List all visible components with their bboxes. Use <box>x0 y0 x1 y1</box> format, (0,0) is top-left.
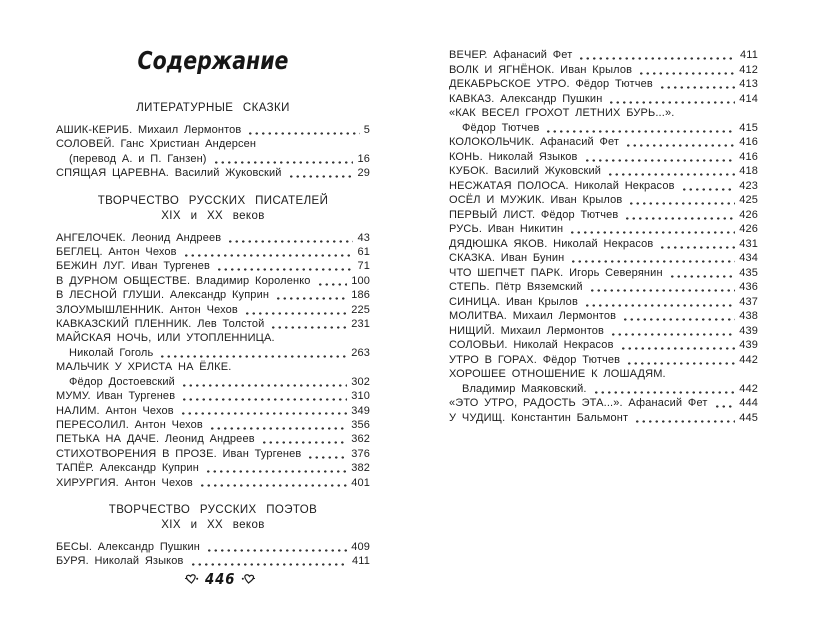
toc-entry <box>56 461 370 475</box>
section-entries <box>56 540 370 569</box>
entry-title: СОЛОВЕЙ. Ганс Христиан Андерсен <box>56 138 257 151</box>
dot-leader <box>275 297 347 300</box>
entry-page-number: 418 <box>739 165 758 177</box>
dot-leader <box>622 318 735 321</box>
toc-entry <box>449 106 758 121</box>
entry-page-number: 413 <box>739 78 758 90</box>
entry-page-number: 444 <box>739 397 758 409</box>
entry-title: СКАЗКА. Иван Бунин <box>449 252 565 264</box>
entry-page-number: 349 <box>351 404 370 417</box>
entry-title: КОНЬ. Николай Языков <box>449 150 578 163</box>
entry-title: МАЙСКАЯ НОЧЬ, ИЛИ УТОПЛЕННИЦА. <box>56 332 275 345</box>
toc-sections-left <box>56 101 370 569</box>
dot-leader <box>584 304 735 307</box>
entry-title: КУБОК. Василий Жуковский <box>449 165 602 177</box>
entry-title: Владимир Маяковский. <box>462 382 587 395</box>
entry-page-number: 382 <box>351 462 370 475</box>
dot-leader <box>261 441 347 444</box>
entry-title: СИНИЦА. Иван Крылов <box>449 295 578 308</box>
entry-page-number: 5 <box>363 124 370 136</box>
dot-leader <box>625 144 735 147</box>
entry-title: СТЕПЬ. Пётр Вяземский <box>449 281 583 293</box>
dot-leader <box>634 420 735 423</box>
toc-section <box>56 101 370 181</box>
entry-title: БУРЯ. Николай Языков <box>56 555 184 568</box>
dot-leader <box>244 312 347 315</box>
section-heading <box>56 101 370 116</box>
dot-leader <box>570 260 735 263</box>
entry-title: КАВКАЗ. Александр Пушкин <box>449 92 603 105</box>
entry-title: СТИХОТВОРЕНИЯ В ПРОЗЕ. Иван Тургенев <box>56 447 302 460</box>
dot-leader <box>607 173 735 176</box>
entry-title: (перевод А. и П. Ганзен) <box>69 152 207 165</box>
toc-entry <box>449 150 758 165</box>
dot-leader <box>190 563 348 566</box>
entry-page-number: 16 <box>357 152 370 165</box>
entry-page-number: 302 <box>351 375 370 388</box>
entry-title: ВОЛК И ЯГНЁНОК. Иван Крылов <box>449 63 633 76</box>
toc-entry <box>449 266 758 281</box>
dot-leader <box>659 86 735 89</box>
dot-leader <box>270 326 347 329</box>
toc-entry <box>449 164 758 179</box>
entry-page-number: 431 <box>739 237 758 250</box>
toc-entry <box>449 92 758 107</box>
entry-page-number: 437 <box>739 295 758 308</box>
entry-title: БЕЖИН ЛУГ. Иван Тургенев <box>56 260 211 273</box>
dot-leader <box>181 384 347 387</box>
entry-title: ОСЁЛ И МУЖИК. Иван Крылов <box>449 194 623 206</box>
entry-title: «ЭТО УТРО, РАДОСТЬ ЭТА...». Афанасий Фет <box>449 397 708 409</box>
entry-title: МОЛИТВА. Михаил Лермонтов <box>449 310 617 322</box>
entry-title: ХОРОШЕЕ ОТНОШЕНИЕ К ЛОШАДЯМ. <box>449 368 666 380</box>
entry-title: В ДУРНОМ ОБЩЕСТВЕ. Владимир Короленко <box>56 274 311 287</box>
dot-leader <box>227 240 353 243</box>
entry-title: КОЛОКОЛЬЧИК. Афанасий Фет <box>449 136 620 148</box>
entry-page-number: 434 <box>739 252 758 264</box>
entry-page-number: 376 <box>351 447 370 460</box>
dot-leader <box>624 217 735 220</box>
dot-leader <box>216 268 353 271</box>
dot-leader <box>288 175 354 178</box>
dot-leader <box>593 391 736 394</box>
entry-title: ЧТО ШЕПЧЕТ ПАРК. Игорь Северянин <box>449 266 663 279</box>
dot-leader <box>199 484 347 487</box>
entry-title: В ЛЕСНОЙ ГЛУШИ. Александр Куприн <box>56 289 270 302</box>
dot-leader <box>659 246 735 249</box>
toc-entry <box>56 540 370 554</box>
dot-leader <box>628 202 735 205</box>
toc-entry <box>449 382 758 397</box>
dot-leader <box>584 159 736 162</box>
toc-entry <box>449 135 758 150</box>
entry-page-number: 435 <box>739 266 758 279</box>
heart-bow-left-icon <box>184 572 199 585</box>
toc-entry <box>449 338 758 353</box>
page-title: Содержание <box>137 46 289 75</box>
toc-entry <box>56 123 370 137</box>
toc-entry <box>56 166 370 180</box>
entry-page-number: 356 <box>351 418 370 431</box>
entry-title: АНГЕЛОЧЕК. Леонид Андреев <box>56 231 222 244</box>
entry-title: НАЛИМ. Антон Чехов <box>56 404 174 417</box>
entry-page-number: 231 <box>351 318 370 331</box>
dot-leader <box>578 57 736 60</box>
toc-entry <box>56 375 370 389</box>
toc-entry <box>56 231 370 245</box>
entry-title: ХИРУРГИЯ. Антон Чехов <box>56 476 193 489</box>
entry-title: «КАК ВЕСЕЛ ГРОХОТ ЛЕТНИХ БУРЬ...». <box>449 107 675 119</box>
toc-entry <box>449 121 758 136</box>
toc-entry <box>449 353 758 368</box>
dot-leader <box>209 427 347 430</box>
entry-title: НИЩИЙ. Михаил Лермонтов <box>449 324 605 337</box>
entry-title: КАВКАЗСКИЙ ПЛЕННИК. Лев Толстой <box>56 318 265 331</box>
toc-entry <box>56 259 370 273</box>
dot-leader <box>181 398 347 401</box>
entry-title: РУСЬ. Иван Никитин <box>449 223 564 235</box>
section-heading-line: ТВОРЧЕСТВО РУССКИХ ПОЭТОВ <box>108 503 318 516</box>
dot-leader <box>681 188 736 191</box>
entry-page-number: 426 <box>739 223 758 235</box>
toc-entry <box>449 367 758 382</box>
entry-title: ПЕТЬКА НА ДАЧЕ. Леонид Андреев <box>56 433 255 446</box>
entry-page-number: 416 <box>739 150 758 163</box>
entry-page-number: 29 <box>357 167 370 180</box>
toc-entry <box>449 309 758 324</box>
dot-leader <box>180 412 347 415</box>
toc-entry <box>449 63 758 78</box>
toc-entry <box>56 331 370 345</box>
toc-entry <box>449 411 758 426</box>
section-heading-line: XIX и XX веков <box>161 518 265 531</box>
toc-entry <box>449 396 758 411</box>
toc-entry <box>449 280 758 295</box>
entry-page-number: 362 <box>351 433 370 446</box>
section-heading-line: ЛИТЕРАТУРНЫЕ СКАЗКИ <box>136 102 290 114</box>
dot-leader <box>206 549 347 552</box>
entry-title: Фёдор Тютчев <box>462 121 540 134</box>
entry-title: ТАПЁР. Александр Куприн <box>56 462 199 475</box>
entry-title: У ЧУДИЩ. Константин Бальмонт <box>449 411 629 424</box>
entry-page-number: 445 <box>739 411 758 424</box>
entry-page-number: 43 <box>357 231 370 244</box>
section-heading <box>56 194 370 224</box>
entry-title: БЕГЛЕЦ. Антон Чехов <box>56 246 177 259</box>
heart-bow-right-icon <box>241 572 256 585</box>
dot-leader <box>638 72 735 75</box>
dot-leader <box>247 132 359 135</box>
toc-entry <box>449 237 758 252</box>
toc-entry <box>56 303 370 317</box>
toc-section <box>56 503 370 569</box>
toc-entries-right <box>449 48 758 425</box>
entry-page-number: 442 <box>739 382 758 395</box>
toc-entry <box>449 251 758 266</box>
toc-entry <box>56 554 370 568</box>
footer-page-number: 446 <box>204 569 236 588</box>
entry-page-number: 411 <box>352 555 370 568</box>
section-heading-line: ТВОРЧЕСТВО РУССКИХ ПИСАТЕЛЕЙ <box>97 194 329 207</box>
entry-title: СОЛОВЬИ. Николай Некрасов <box>449 339 614 351</box>
entry-page-number: 416 <box>739 136 758 148</box>
entry-title: УТРО В ГОРАХ. Фёдор Тютчев <box>449 353 621 366</box>
toc-entry <box>56 404 370 418</box>
section-heading <box>56 503 370 533</box>
left-column <box>56 0 370 588</box>
toc-entry <box>56 360 370 374</box>
toc-entry <box>56 476 370 490</box>
entry-page-number: 225 <box>351 303 370 316</box>
toc-entry <box>56 274 370 288</box>
dot-leader <box>620 347 736 350</box>
entry-title: МАЛЬЧИК У ХРИСТА НА ЁЛКЕ. <box>56 361 232 374</box>
entry-page-number: 411 <box>740 49 758 61</box>
toc-entry <box>56 152 370 166</box>
toc-entry <box>449 77 758 92</box>
toc-entry <box>56 447 370 461</box>
entry-title: НЕСЖАТАЯ ПОЛОСА. Николай Некрасов <box>449 179 675 192</box>
section-heading-line: XIX и XX веков <box>161 209 265 222</box>
section-entries <box>56 123 370 181</box>
dot-leader <box>608 101 735 104</box>
entry-title: МУМУ. Иван Тургенев <box>56 390 176 403</box>
entry-page-number: 414 <box>739 92 758 105</box>
dot-leader <box>307 456 347 459</box>
dot-leader <box>569 231 735 234</box>
toc-entry <box>56 389 370 403</box>
toc-entry <box>56 317 370 331</box>
entry-page-number: 436 <box>739 281 758 293</box>
toc-entry <box>449 208 758 223</box>
right-column <box>449 48 758 425</box>
entry-page-number: 401 <box>351 476 370 489</box>
entry-title: Николай Гоголь <box>69 346 154 359</box>
entry-page-number: 425 <box>739 194 758 206</box>
entry-page-number: 310 <box>351 390 370 403</box>
entry-page-number: 100 <box>351 274 370 287</box>
toc-entry <box>449 48 758 63</box>
entry-title: ВЕЧЕР. Афанасий Фет <box>449 49 573 61</box>
dot-leader <box>669 275 736 278</box>
entry-title: Фёдор Достоевский <box>69 375 175 388</box>
dot-leader <box>545 130 735 133</box>
entry-page-number: 439 <box>739 324 758 337</box>
dot-leader <box>626 362 735 365</box>
entry-title: АШИК-КЕРИБ. Михаил Лермонтов <box>56 124 242 136</box>
toc-entry <box>56 137 370 151</box>
entry-title: ЗЛОУМЫШЛЕННИК. Антон Чехов <box>56 303 238 316</box>
toc-entry <box>56 346 370 360</box>
dot-leader <box>714 405 736 408</box>
entry-page-number: 439 <box>739 339 758 351</box>
toc-entry <box>449 324 758 339</box>
entry-page-number: 438 <box>739 310 758 322</box>
entry-page-number: 442 <box>739 353 758 366</box>
toc-section <box>56 194 370 490</box>
entry-page-number: 423 <box>739 179 758 192</box>
toc-entry <box>449 222 758 237</box>
entry-page-number: 263 <box>351 346 370 359</box>
dot-leader <box>589 289 736 292</box>
dot-leader <box>205 470 347 473</box>
entry-title: БЕСЫ. Александр Пушкин <box>56 540 201 553</box>
toc-entry <box>449 179 758 194</box>
dot-leader <box>610 333 735 336</box>
dot-leader <box>159 355 347 358</box>
toc-entry <box>449 193 758 208</box>
entry-page-number: 412 <box>739 63 758 76</box>
entry-page-number: 415 <box>739 121 758 134</box>
entry-page-number: 71 <box>357 260 370 273</box>
toc-entry <box>449 295 758 310</box>
dot-leader <box>317 283 348 286</box>
entry-title: ПЕРЕСОЛИЛ. Антон Чехов <box>56 418 203 431</box>
entry-page-number: 409 <box>351 540 370 553</box>
toc-entry <box>56 418 370 432</box>
toc-entry <box>56 432 370 446</box>
section-entries <box>56 231 370 490</box>
entry-page-number: 61 <box>357 246 370 259</box>
dot-leader <box>183 254 354 257</box>
entry-page-number: 426 <box>739 208 758 221</box>
dot-leader <box>213 161 354 164</box>
entry-title: ДЕКАБРЬСКОЕ УТРО. Фёдор Тютчев <box>449 78 653 90</box>
page-footer <box>56 570 370 588</box>
entry-title: ДЯДЮШКА ЯКОВ. Николай Некрасов <box>449 237 654 250</box>
entry-page-number: 186 <box>351 289 370 302</box>
entry-title: ПЕРВЫЙ ЛИСТ. Фёдор Тютчев <box>449 208 619 221</box>
toc-entry <box>56 245 370 259</box>
toc-entry <box>56 288 370 302</box>
entry-title: СПЯЩАЯ ЦАРЕВНА. Василий Жуковский <box>56 167 282 180</box>
